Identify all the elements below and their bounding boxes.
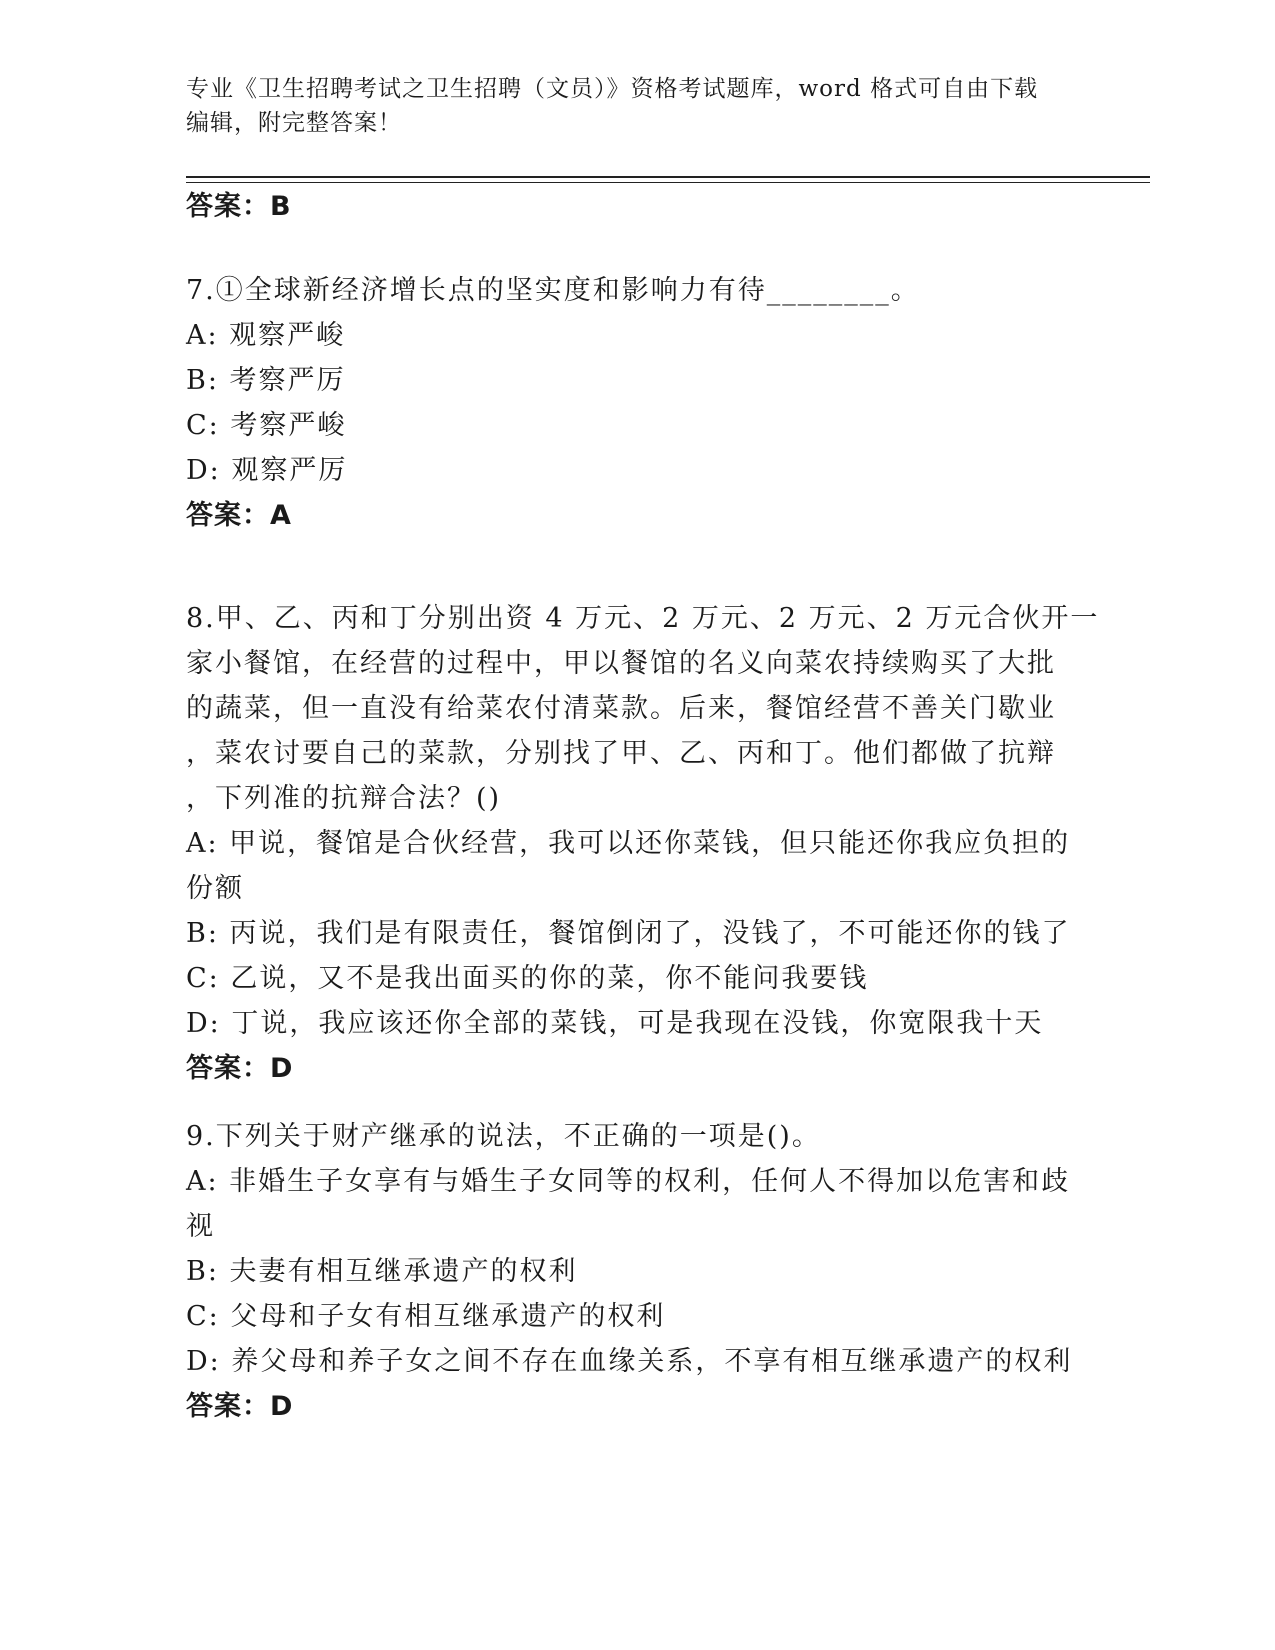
question-stem-line: ，下列准的抗辩合法？() bbox=[186, 783, 502, 814]
option-a-continued: 份额 bbox=[186, 873, 244, 904]
question-8 bbox=[186, 596, 1100, 1091]
answer-label: 答案：A bbox=[186, 500, 292, 531]
question-7 bbox=[186, 268, 1086, 538]
option-d: D: 丁说，我应该还你全部的菜钱，可是我现在没钱，你宽限我十天 bbox=[186, 1008, 1044, 1039]
question-9 bbox=[186, 1114, 1086, 1429]
question-stem: 7.①全球新经济增长点的坚实度和影响力有待________。 bbox=[186, 275, 920, 306]
option-a: A: 观察严峻 bbox=[186, 320, 346, 351]
option-b: B: 夫妻有相互继承遗产的权利 bbox=[186, 1256, 578, 1287]
option-c: C: 父母和子女有相互继承遗产的权利 bbox=[186, 1301, 666, 1332]
previous-answer-block bbox=[186, 184, 1086, 229]
option-c: C: 考察严峻 bbox=[186, 410, 347, 441]
question-stem-line: ，菜农讨要自己的菜款，分别找了甲、乙、丙和丁。他们都做了抗辩 bbox=[186, 738, 1056, 769]
question-stem-line: 8.甲、乙、丙和丁分别出资 4 万元、2 万元、2 万元、2 万元合伙开一 bbox=[186, 603, 1100, 634]
option-a: A: 甲说，餐馆是合伙经营，我可以还你菜钱，但只能还你我应负担的 bbox=[186, 828, 1071, 859]
option-a: A: 非婚生子女享有与婚生子女同等的权利，任何人不得加以危害和歧 bbox=[186, 1166, 1071, 1197]
question-stem-line: 的蔬菜，但一直没有给菜农付清菜款。后来，餐馆经营不善关门歇业 bbox=[186, 693, 1056, 724]
answer-label: 答案：D bbox=[186, 1053, 294, 1084]
option-c: C: 乙说，又不是我出面买的你的菜，你不能问我要钱 bbox=[186, 963, 869, 994]
option-b: B: 考察严厉 bbox=[186, 365, 346, 396]
question-stem: 9.下列关于财产继承的说法，不正确的一项是()。 bbox=[186, 1121, 821, 1152]
answer-label: 答案：D bbox=[186, 1391, 294, 1422]
question-stem-line: 家小餐馆，在经营的过程中，甲以餐馆的名义向菜农持续购买了大批 bbox=[186, 648, 1056, 679]
header-divider-thin bbox=[186, 182, 1150, 183]
option-d: D: 养父母和养子女之间不存在血缘关系，不享有相互继承遗产的权利 bbox=[186, 1346, 1073, 1377]
answer-label: 答案：B bbox=[186, 191, 292, 222]
header-line-2: 编辑，附完整答案！ bbox=[186, 110, 402, 136]
header-line-1: 专业《卫生招聘考试之卫生招聘（文员）》资格考试题库，word 格式可自由下载 bbox=[186, 76, 1039, 102]
header-divider-thick bbox=[186, 176, 1150, 178]
option-d: D: 观察严厉 bbox=[186, 455, 348, 486]
option-a-continued: 视 bbox=[186, 1211, 215, 1242]
document-header bbox=[186, 72, 1086, 140]
option-b: B: 丙说，我们是有限责任，餐馆倒闭了，没钱了，不可能还你的钱了 bbox=[186, 918, 1071, 949]
